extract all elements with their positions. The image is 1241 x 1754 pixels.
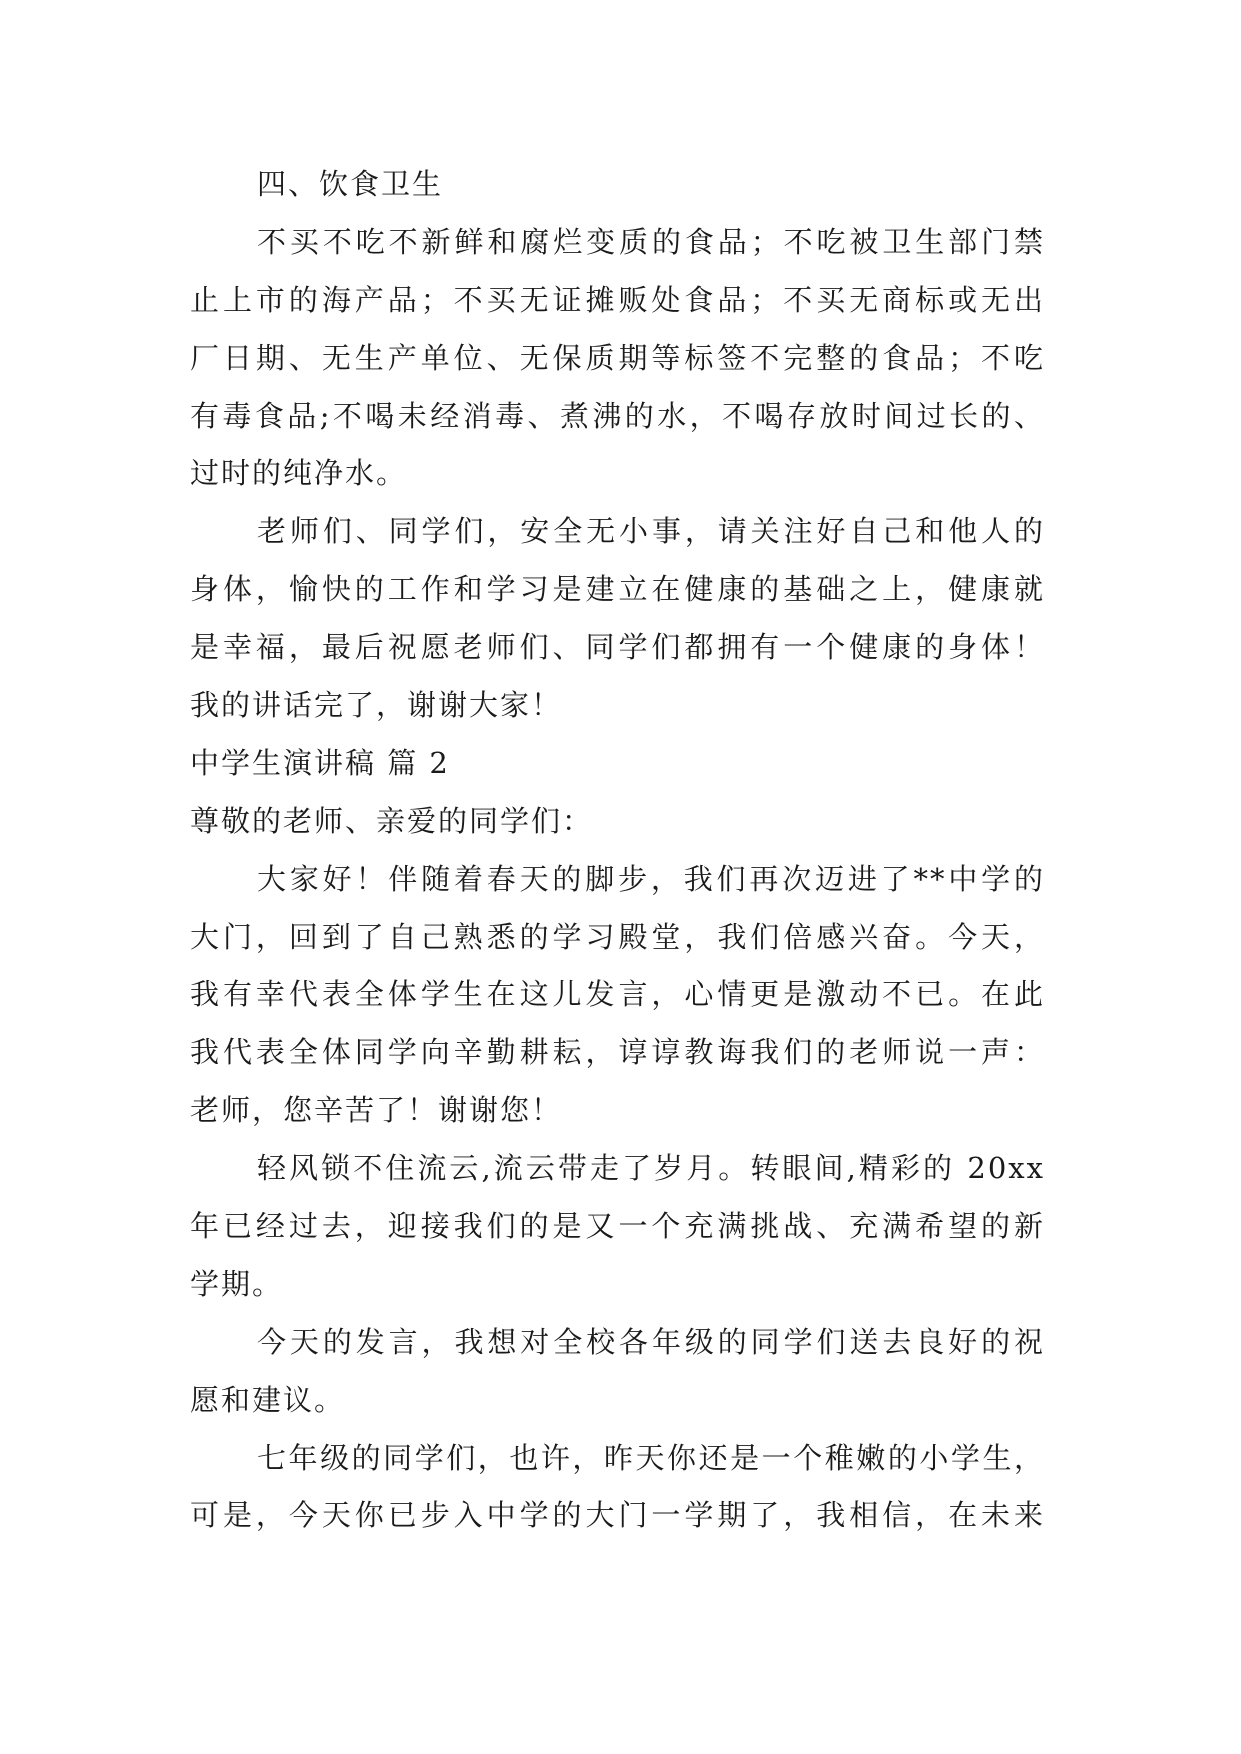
document-body bbox=[190, 156, 1045, 1545]
paragraph bbox=[190, 503, 1045, 735]
paragraph-line: 老师们、同学们，安全无小事，请关注好自己和他人的 bbox=[257, 514, 1045, 549]
paragraph-line: 老师，您辛苦了！谢谢您！ bbox=[190, 1093, 563, 1128]
paragraph-line: 过时的纯净水。 bbox=[190, 456, 408, 491]
paragraph bbox=[190, 851, 1045, 1140]
paragraph-line: 大家好！伴随着春天的脚步，我们再次迈进了**中学的 bbox=[257, 861, 1045, 896]
paragraph-line: 是幸福，最后祝愿老师们、同学们都拥有一个健康的身体！ bbox=[190, 630, 1045, 665]
paragraph-line: 大门，回到了自己熟悉的学习殿堂，我们倍感兴奋。今天， bbox=[190, 919, 1045, 954]
paragraph-line: 我的讲话完了，谢谢大家！ bbox=[190, 688, 563, 723]
paragraph-line: 我代表全体同学向辛勤耕耘，谆谆教诲我们的老师说一声： bbox=[190, 1035, 1045, 1070]
paragraph-line: 轻风锁不住流云,流云带走了岁月。转眼间,精彩的 20xx bbox=[257, 1151, 1045, 1186]
paragraph-line: 年已经过去，迎接我们的是又一个充满挑战、充满希望的新 bbox=[190, 1209, 1045, 1244]
paragraph-line: 不买不吃不新鲜和腐烂变质的食品；不吃被卫生部门禁 bbox=[257, 224, 1045, 259]
paragraph-line: 今天的发言，我想对全校各年级的同学们送去良好的祝 bbox=[257, 1324, 1045, 1359]
paragraph-line: 学期。 bbox=[190, 1266, 284, 1301]
section-heading: 四、饮食卫生 bbox=[257, 167, 444, 201]
paragraph-line: 身体，愉快的工作和学习是建立在健康的基础之上，健康就 bbox=[190, 572, 1045, 607]
paragraph-line: 愿和建议。 bbox=[190, 1382, 346, 1417]
paragraph-line: 我有幸代表全体学生在这儿发言，心情更是激动不已。在此 bbox=[190, 977, 1045, 1012]
paragraph bbox=[190, 214, 1045, 503]
salutation: 尊敬的老师、亲爱的同学们： bbox=[190, 803, 594, 838]
paragraph-line: 可是，今天你已步入中学的大门一学期了，我相信，在未来 bbox=[190, 1498, 1045, 1533]
paragraph-line: 有毒食品;不喝未经消毒、煮沸的水，不喝存放时间过长的、 bbox=[190, 398, 1045, 433]
speech-title: 中学生演讲稿 篇 2 bbox=[190, 745, 450, 780]
paragraph-line: 止上市的海产品；不买无证摊贩处食品；不买无商标或无出 bbox=[190, 282, 1045, 317]
paragraph bbox=[190, 1314, 1045, 1430]
paragraph-line: 七年级的同学们，也许，昨天你还是一个稚嫩的小学生， bbox=[257, 1440, 1045, 1475]
paragraph-line: 厂日期、无生产单位、无保质期等标签不完整的食品；不吃 bbox=[190, 340, 1045, 375]
paragraph bbox=[190, 1140, 1045, 1314]
paragraph bbox=[190, 1430, 1045, 1546]
